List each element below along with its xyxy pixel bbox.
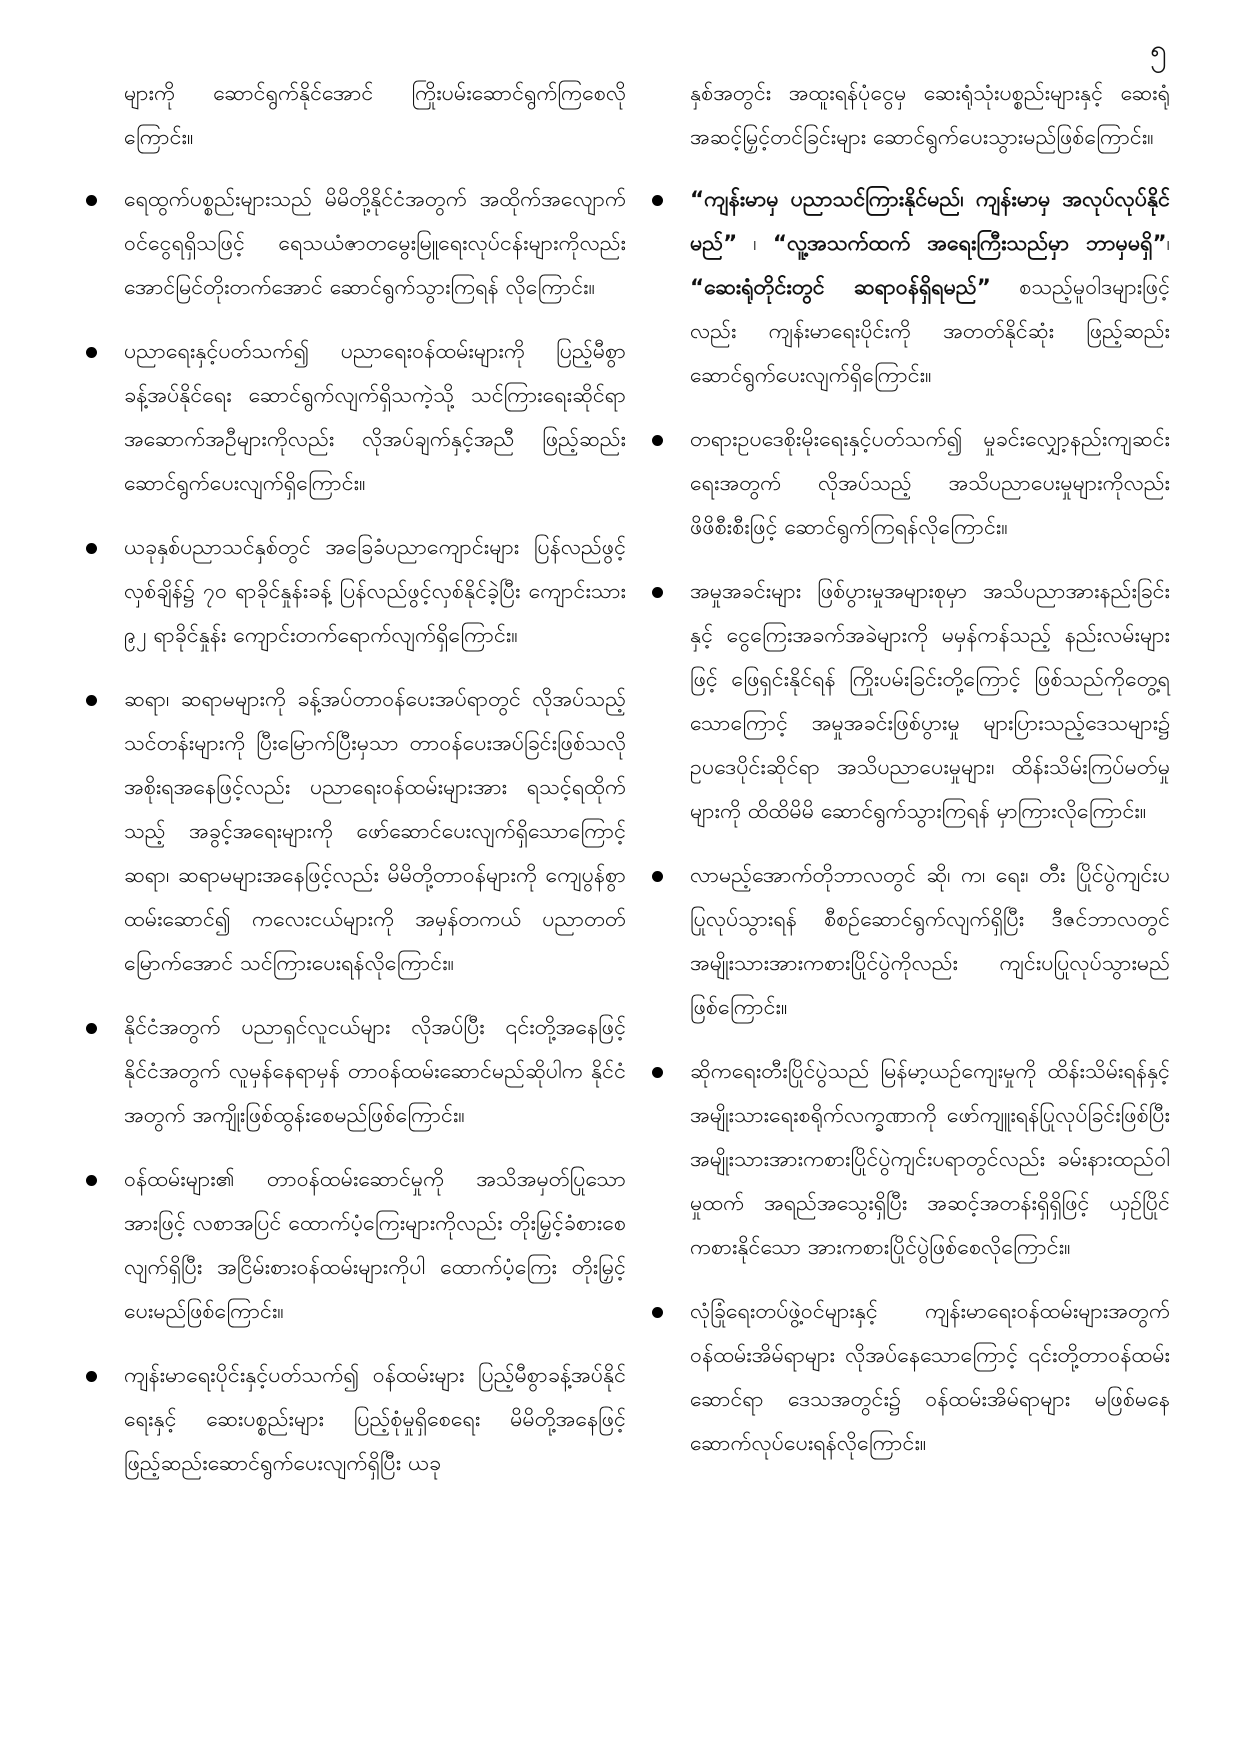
bullet-text: ယခုနှစ်ပညာသင်နှစ်တွင် အခြေခံပညာကျောင်းများ ပြန်လည်ဖွင့်လှစ်ချိန်၌ ၇၀ ရာခိုင်နှုန်းခန့် ပြန်လည်ဖွင့်လှစ်နိုင်ခဲ့ပြီး ကျောင်းသား ၉၂ ရာခိုင်နှုန်း ကျောင်းတက်ရောက်လျက်ရှိကြောင်း။ [124, 535, 626, 648]
bullet-icon [84, 330, 124, 374]
bullet-text: ကျန်းမာရေးပိုင်းနှင့်ပတ်သက်၍ ဝန်ထမ်းများ ပြည့်မီစွာခန့်အပ်နိုင်ရေးနှင့် ဆေးပစ္စည်းများ ပြည့်စုံမှုရှိစေရေး မိမိတို့အနေဖြင့် ဖြည့်ဆည်းဆောင်ရွက်ပေးလျက်ရှိပြီး ယခု [124, 1363, 626, 1476]
bullet-icon [84, 1354, 124, 1398]
bullet-item [650, 854, 1170, 1030]
bullet-item [650, 570, 1170, 834]
bullet-item [84, 330, 626, 506]
bullet-text: တရားဥပဒေစိုးမိုးရေးနှင့်ပတ်သက်၍ မှုခင်းလျှော့နည်းကျဆင်းရေးအတွက် လိုအပ်သည့် အသိပညာပေးမှုများကိုလည်း ဖိဖိစီးစီးဖြင့် ဆောင်ရွက်ကြရန်လိုကြောင်း။ [690, 427, 1170, 540]
bullet-icon [650, 1290, 690, 1334]
bullet-text: ဝန်ထမ်းများ၏ တာဝန်ထမ်းဆောင်မှုကို အသိအမှတ်ပြုသောအားဖြင့် လစာအပြင် ထောက်ပံ့ကြေးများကိုလည်း တိုးမြှင့်ခံစားစေလျက်ရှိပြီး အငြိမ်းစားဝန်ထမ်းများကိုပါ ထောက်ပံ့ကြေး တိုးမြှင့်ပေးမည်ဖြစ်ကြောင်း။ [124, 1167, 626, 1324]
bullet-text: အမှုအခင်းများ ဖြစ်ပွားမှုအများစုမှာ အသိပညာအားနည်းခြင်းနှင့် ငွေကြေးအခက်အခဲများကို မမှန်ကန်သည့် နည်းလမ်းများဖြင့် ဖြေရှင်းနိုင်ရန် ကြိုးပမ်းခြင်းတို့ကြောင့် ဖြစ်သည်ကိုတွေ့ရသောကြောင့် အမှုအခင်းဖြစ်ပွားမှု များပြားသည့်ဒေသများ၌ ဥပဒေပိုင်းဆိုင်ရာ အသိပညာပေးမှုများ၊ ထိန်းသိမ်းကြပ်မတ်မှုများကို ထိထိမိမိ ဆောင်ရွက်သွားကြရန် မှာကြားလိုကြောင်း။ [690, 579, 1170, 824]
bullet-text: ပညာရေးနှင့်ပတ်သက်၍ ပညာရေးဝန်ထမ်းများကို ပြည့်မီစွာခန့်အပ်နိုင်ရေး ဆောင်ရွက်လျက်ရှိသကဲ့သို့ သင်ကြားရေးဆိုင်ရာ အဆောက်အဦများကိုလည်း လိုအပ်ချက်နှင့်အညီ ဖြည့်ဆည်း ဆောင်ရွက်ပေးလျက်ရှိကြောင်း။ [124, 339, 626, 496]
bullet-text: ရေထွက်ပစ္စည်းများသည် မိမိတို့နိုင်ငံအတွက် အထိုက်အလျောက်ဝင်ငွေရရှိသဖြင့် ရေသယံဇာတမွေးမြူရေးလုပ်ငန်းများကိုလည်း အောင်မြင်တိုးတက်အောင် ဆောင်ရွက်သွားကြရန် လိုကြောင်း။ [124, 187, 626, 300]
motto-separator: ၊ [737, 231, 773, 256]
bullet-text: လာမည့်အောက်တိုဘာလတွင် ဆို၊ က၊ ရေး၊ တီး ပြိုင်ပွဲကျင်းပပြုလုပ်သွားရန် စီစဉ်ဆောင်ရွက်လျက်ရှိပြီး ဒီဇင်ဘာလတွင် အမျိုးသားအားကစားပြိုင်ပွဲကိုလည်း ကျင်းပပြုလုပ်သွားမည်ဖြစ်ကြောင်း။ [690, 863, 1170, 1020]
motto-tail: စသည့်မူဝါဒများဖြင့်လည်း ကျန်းမာရေးပိုင်းကို အတတ်နိုင်ဆုံး ဖြည့်ဆည်း ဆောင်ရွက်ပေးလျက်ရှိကြောင်း။ [690, 275, 1170, 388]
bullet-icon [650, 418, 690, 462]
bullet-text: နိုင်ငံအတွက် ပညာရှင်လူငယ်များ လိုအပ်ပြီး ၎င်းတို့အနေဖြင့် နိုင်ငံအတွက် လူမှန်နေရာမှန် တာဝန်ထမ်းဆောင်မည်ဆိုပါက နိုင်ငံအတွက် အကျိုးဖြစ်ထွန်းစေမည်ဖြစ်ကြောင်း။ [124, 1015, 626, 1128]
motto-separator: ၊ [1166, 231, 1170, 256]
bullet-icon [84, 1158, 124, 1202]
motto-quote: “လူ့အသက်ထက် အရေးကြီးသည်မှာ ဘာမှမရှိ” [772, 231, 1167, 256]
right-continuation-paragraph: နှစ်အတွင်း အထူးရန်ပုံငွေမှ ဆေးရုံသုံးပစ္စည်းများနှင့် ဆေးရုံအဆင့်မြှင့်တင်ခြင်းများ ဆောင်ရွက်ပေးသွားမည်ဖြစ်ကြောင်း။ [690, 81, 1170, 150]
motto-quote: “ကျန်းမာမှ ပညာသင်ကြားနိုင်မည်၊ ကျန်းမာမှ အလုပ်လုပ်နိုင်မည်” [690, 187, 1170, 256]
bullet-text [690, 178, 1170, 398]
bullet-icon [650, 854, 690, 898]
bullet-icon [650, 570, 690, 614]
bullet-item [650, 418, 1170, 550]
bullet-text: ဆိုကရေးတီးပြိုင်ပွဲသည် မြန်မာ့ယဉ်ကျေးမှုကို ထိန်းသိမ်းရန်နှင့် အမျိုးသားရေးစရိုက်လက္ခဏာကို ဖော်ကျူးရန်ပြုလုပ်ခြင်းဖြစ်ပြီး အမျိုးသားအားကစားပြိုင်ပွဲကျင်းပရာတွင်လည်း ခမ်းနားထည်ဝါမှုထက် အရည်အသွေးရှိပြီး အဆင့်အတန်းရှိရှိဖြင့် ယှဉ်ပြိုင်ကစားနိုင်သော အားကစားပြိုင်ပွဲဖြစ်စေလိုကြောင်း။ [690, 1059, 1170, 1260]
bullet-icon [84, 678, 124, 722]
left-continuation-paragraph: များကို ဆောင်ရွက်နိုင်အောင် ကြိုးပမ်းဆောင်ရွက်ကြစေလိုကြောင်း။ [124, 81, 626, 150]
page-number: ၅ [1150, 33, 1167, 68]
bullet-icon [84, 526, 124, 570]
left-column [84, 72, 626, 1506]
bullet-item [84, 526, 626, 658]
bullet-icon [650, 178, 690, 222]
bullet-item [84, 1354, 626, 1486]
bullet-item [84, 178, 626, 310]
bullet-item [84, 678, 626, 986]
right-column [650, 72, 1170, 1486]
bullet-item [650, 1050, 1170, 1270]
bullet-text: ဆရာ၊ ဆရာမများကို ခန့်အပ်တာဝန်ပေးအပ်ရာတွင် လိုအပ်သည့်သင်တန်းများကို ပြီးမြောက်ပြီးမှသာ တာဝန်ပေးအပ်ခြင်းဖြစ်သလို အစိုးရအနေဖြင့်လည်း ပညာရေးဝန်ထမ်းများအား ရသင့်ရထိုက်သည့် အခွင့်အရေးများကို ဖော်ဆောင်ပေးလျက်ရှိသောကြောင့် ဆရာ၊ ဆရာမများအနေဖြင့်လည်း မိမိတို့တာဝန်များကို ကျေပွန်စွာထမ်းဆောင်၍ ကလေးငယ်များကို အမှန်တကယ် ပညာတတ်မြောက်အောင် သင်ကြားပေးရန်လိုကြောင်း။ [124, 687, 626, 976]
bullet-icon [650, 1050, 690, 1094]
bullet-item [84, 1006, 626, 1138]
bullet-icon [84, 178, 124, 222]
bullet-item-motto [650, 178, 1170, 398]
bullet-icon [84, 1006, 124, 1050]
bullet-item [84, 1158, 626, 1334]
bullet-text: လုံခြုံရေးတပ်ဖွဲ့ဝင်များနှင့် ကျန်းမာရေးဝန်ထမ်းများအတွက် ဝန်ထမ်းအိမ်ရာများ လိုအပ်နေသောကြောင့် ၎င်းတို့တာဝန်ထမ်းဆောင်ရာ ဒေသအတွင်း၌ ဝန်ထမ်းအိမ်ရာများ မဖြစ်မနေ ဆောက်လုပ်ပေးရန်လိုကြောင်း။ [690, 1299, 1170, 1456]
bullet-item [650, 1290, 1170, 1466]
motto-quote: “ဆေးရုံတိုင်းတွင် ဆရာဝန်ရှိရမည်” [690, 275, 991, 300]
